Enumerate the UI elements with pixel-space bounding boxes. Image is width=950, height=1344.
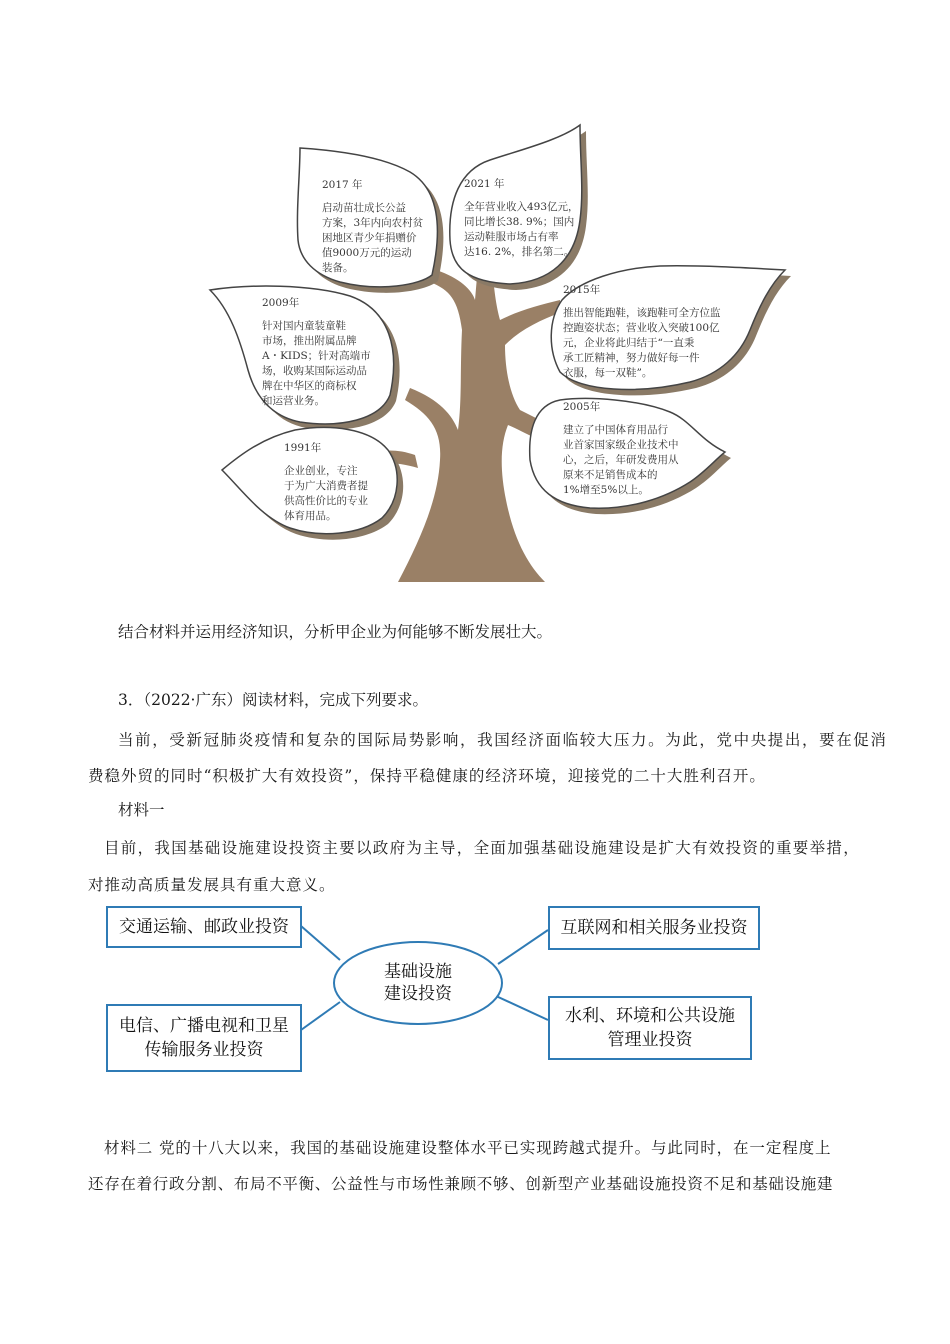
material1-line2: 对推动高质量发展具有重大意义。 <box>88 876 336 894</box>
leaf-body: 针对国内童装童鞋 市场，推出附属品牌 A・KIDS；针对高端市 场，收购某国际运动品 牌在中华区的商标权 和运营业务。 <box>262 320 371 407</box>
material2-line1: 材料二 党的十八大以来，我国的基础设施建设整体水平已实现跨越式提升。与此同时，在一定程度上 <box>104 1139 832 1157</box>
material1-label: 材料一 <box>118 801 165 819</box>
leaf-year: 2021 年 <box>464 178 505 190</box>
q3-heading: 3．（2022·广东）阅读材料，完成下列要求。 <box>118 691 428 709</box>
leaf-year: 2009年 <box>262 297 300 309</box>
q3-intro-line1: 当前，受新冠肺炎疫情和复杂的国际局势影响，我国经济面临较大压力。为此，党中央提出，要在促消 <box>118 731 888 749</box>
leaf-body: 全年营业收入493亿元， 同比增长38. 9%；国内 运动鞋服市场占有率 达16. 2%，排名第二。 <box>464 201 579 258</box>
box-water-environment: 水利、环境和公共设施 管理业投资 <box>548 996 752 1060</box>
q3-intro-line2: 费稳外贸的同时“积极扩大有效投资”，保持平稳健康的经济环境，迎接党的二十大胜利召开。 <box>88 767 766 785</box>
leaf-year: 2017 年 <box>322 179 363 191</box>
question2-prompt: 结合材料并运用经济知识，分析甲企业为何能够不断发展壮大。 <box>118 623 553 641</box>
leaf-body: 推出智能跑鞋，该跑鞋可全方位监 控跑姿状态；营业收入突破100亿 元，企业将此归结于“一直秉 承工匠精神，努力做好每一件 衣服，每一双鞋”。 <box>563 307 721 379</box>
material2-line2: 还存在着行政分割、布局不平衡、公益性与市场性兼顾不够、创新型产业基础设施投资不足和基础设施建 <box>88 1175 834 1193</box>
leaf-body: 企业创业，专注 于为广大消费者提 供高性价比的专业 体育用品。 <box>284 465 368 522</box>
leaf-body: 建立了中国体育用品行 业首家国家级企业技术中 心，之后，年研发费用从 原来不足销售成本的 1%增至5%以上。 <box>563 424 679 496</box>
box-transport-postal: 交通运输、邮政业投资 <box>106 906 302 948</box>
center-label: 基础设施 建设投资 <box>384 962 452 1004</box>
box-telecom-broadcast: 电信、广播电视和卫星 传输服务业投资 <box>106 1004 302 1072</box>
material1-line1: 目前，我国基础设施建设投资主要以政府为主导，全面加强基础设施建设是扩大有效投资的重要举措， <box>104 839 861 857</box>
leaf-body: 启动苗壮成长公益 方案，3年内向农村贫 困地区青少年捐赠价 值9000万元的运动 装备。 <box>322 202 424 274</box>
leaf-year: 2015年 <box>563 284 601 296</box>
box-internet-services: 互联网和相关服务业投资 <box>548 906 760 950</box>
leaf-year: 2005年 <box>563 401 601 413</box>
leaf-year: 1991年 <box>284 442 322 454</box>
